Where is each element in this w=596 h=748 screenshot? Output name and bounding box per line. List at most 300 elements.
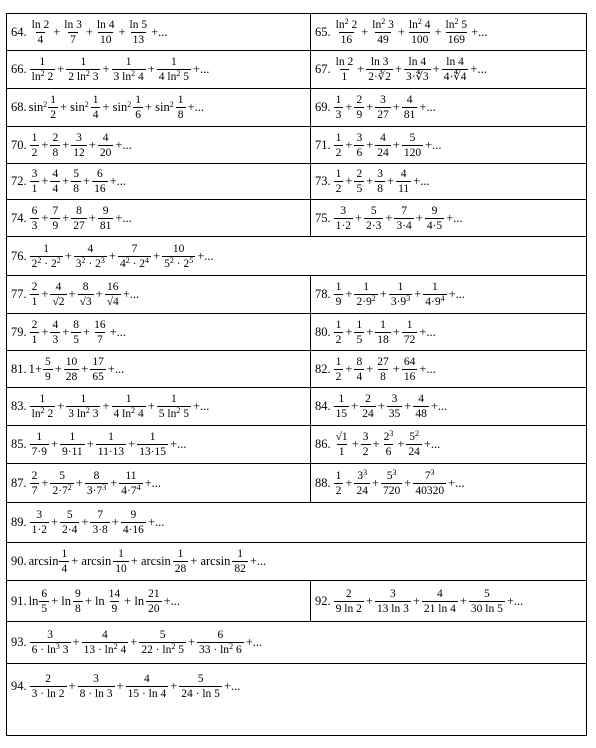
numerator: 4 [52, 168, 59, 180]
denominator: 11·13 [97, 446, 125, 458]
fraction [334, 132, 344, 159]
fraction [334, 431, 350, 458]
series-expression [29, 548, 268, 575]
problem-cell [311, 314, 586, 351]
numerator: 1 [335, 355, 342, 368]
operator: + [385, 210, 393, 225]
problem-cell [7, 89, 311, 127]
numerator: ln 2 [335, 56, 354, 68]
fraction [66, 393, 100, 420]
fraction [62, 19, 84, 46]
numerator: 1 [397, 281, 404, 293]
denominator: $3\cdot 7^3$ [86, 482, 107, 497]
problem-cell [7, 581, 311, 622]
numerator: 6 [96, 168, 103, 180]
fraction [30, 629, 71, 656]
denominator: 2 [362, 446, 369, 458]
denominator: 8 [75, 602, 81, 615]
problem-cell [311, 164, 586, 200]
denominator: 7 [96, 333, 103, 346]
fraction [375, 168, 385, 195]
series-expression [29, 168, 127, 195]
numerator: 1 [80, 393, 87, 405]
operator: + [88, 137, 96, 152]
fraction [396, 168, 411, 195]
denominator: 3 [52, 333, 59, 346]
operator: +... [170, 437, 187, 451]
problem-number: 77. [11, 287, 27, 301]
fraction [354, 168, 364, 195]
problem-cell [7, 164, 311, 200]
denominator: 3 [31, 219, 38, 232]
operator: +... [115, 137, 132, 152]
operator: +... [419, 100, 436, 114]
numerator: 7 [131, 242, 138, 255]
numerator: $\ln^2 2$ [335, 16, 358, 31]
fraction [375, 319, 391, 346]
fraction [126, 673, 169, 700]
problem-cell [311, 388, 586, 426]
operator: + arcsin [71, 554, 112, 568]
numerator: 4 [437, 587, 443, 600]
operator: + [68, 678, 76, 693]
fraction [71, 319, 81, 346]
problem-cell [311, 51, 586, 89]
fraction [334, 168, 344, 195]
problem-cell [7, 664, 586, 708]
numerator: 2 [45, 672, 51, 685]
denominator: 8 [380, 370, 386, 383]
denominator: 4 [61, 563, 68, 575]
fraction [39, 588, 49, 615]
numerator: 1 [171, 393, 177, 405]
series-expression [29, 629, 264, 656]
denominator: 65 [92, 370, 104, 383]
operator: + [41, 324, 49, 339]
denominator: 20 [148, 602, 160, 615]
denominator: 72 [403, 333, 416, 346]
denominator: 4·5 [426, 219, 443, 232]
denominator: 2·4 [62, 524, 78, 536]
fraction [334, 281, 344, 308]
fraction [96, 431, 126, 458]
denominator: 2 [335, 146, 342, 159]
numerator: 10 [172, 242, 185, 255]
operator: + [62, 210, 70, 225]
numerator: 1 [92, 94, 99, 106]
denominator: 9 [356, 109, 363, 121]
numerator: 2 [345, 587, 352, 600]
problem-cell [7, 622, 586, 664]
operator: +... [197, 248, 214, 263]
denominator: 7·9 [31, 446, 47, 458]
fraction [50, 168, 60, 195]
denominator: $13 \cdot \ln^2 4$ [83, 642, 127, 656]
operator: + [85, 24, 93, 39]
operator: + [128, 437, 136, 451]
denominator: 5 $\ln^2 5$ [158, 406, 189, 420]
denominator: 82 [234, 563, 246, 575]
operator: + [54, 361, 62, 376]
numerator: 4 [87, 242, 94, 255]
numerator: $5^2$ [409, 429, 419, 443]
problem-number: 72. [11, 174, 27, 188]
fraction [95, 19, 117, 46]
fraction [157, 56, 191, 83]
operator: +... [413, 174, 430, 188]
numerator: 3 [31, 168, 38, 180]
operator: +... [109, 324, 126, 339]
fraction [425, 205, 444, 232]
denominator: 5 [356, 183, 363, 195]
denominator: 2 [335, 183, 342, 195]
numerator: ln 5 [129, 18, 148, 31]
numerator: 6 [31, 204, 38, 217]
operator: + [57, 62, 65, 76]
problem-cell [7, 200, 311, 237]
problem-cell [311, 426, 586, 464]
denominator: 48 [415, 408, 427, 420]
numerator: 2 [31, 469, 38, 482]
denominator: 81 [403, 109, 416, 121]
numerator: 4 [400, 168, 407, 180]
numerator: 4 [406, 94, 413, 106]
operator: + [432, 62, 440, 76]
operator: + [41, 174, 49, 188]
problem-number: 83. [11, 399, 27, 413]
problem-number: 74. [11, 210, 27, 225]
numerator: √1 [335, 431, 348, 443]
denominator: 24 [408, 446, 420, 458]
operator: + $\sin^2$ [102, 100, 132, 114]
operator: +... [151, 24, 168, 39]
fraction [91, 94, 101, 121]
fraction [74, 243, 107, 270]
numerator: 9 [130, 509, 137, 521]
problem-cell [7, 127, 311, 164]
operator: + [345, 287, 353, 301]
numerator: 1 [432, 281, 438, 293]
denominator: 2·∛2 [368, 71, 391, 83]
fraction [92, 319, 108, 346]
fraction [334, 56, 356, 83]
operator: + $\sin^2$ [59, 100, 89, 114]
operator: + [41, 287, 49, 301]
operator: +... [470, 62, 487, 76]
numerator: 7 [97, 509, 103, 521]
operator: + [147, 399, 155, 413]
denominator: 2 [50, 109, 56, 121]
denominator: 6 [356, 146, 363, 159]
numerator: 1 [171, 56, 177, 68]
denominator: $5^2 \cdot 2^5$ [164, 255, 194, 270]
operator: +... [419, 361, 436, 376]
fraction [423, 281, 446, 308]
operator: + [414, 287, 422, 301]
problem-number: 94. [11, 678, 27, 693]
denominator: 49 [377, 33, 389, 46]
numerator: 4 [102, 131, 109, 144]
operator: + [345, 137, 353, 152]
denominator: $33 \cdot \ln^2 6$ [199, 642, 242, 656]
problem-cell [7, 14, 311, 51]
numerator: 1 [177, 548, 184, 560]
fraction [162, 243, 195, 270]
numerator: 3 [36, 509, 43, 521]
series-expression [333, 319, 437, 346]
fraction [30, 132, 40, 159]
denominator: 11 [398, 183, 410, 195]
operator: + [361, 24, 369, 39]
numerator: 7 [52, 204, 59, 217]
denominator: 13 ln 3 [376, 602, 409, 615]
numerator: ln 4 [446, 56, 464, 68]
numerator: 8 [356, 355, 363, 368]
operator: + [170, 678, 178, 693]
fraction [197, 629, 244, 656]
operator: + ln [51, 593, 72, 608]
operator: + [41, 137, 49, 152]
fraction [30, 509, 49, 536]
problem-number: 85. [11, 437, 27, 451]
denominator: 18 [377, 333, 389, 346]
denominator: 6 [135, 109, 141, 121]
operator: + [88, 210, 96, 225]
problem-number: 73. [315, 174, 331, 188]
fraction [354, 281, 377, 308]
fraction [387, 393, 403, 420]
denominator: $\ln^2 2$ [31, 406, 54, 420]
denominator: 2 [335, 370, 342, 383]
fraction [30, 56, 56, 83]
operator: + ln [124, 593, 145, 608]
fraction [90, 356, 106, 383]
fraction [30, 431, 49, 458]
denominator: 2 [335, 484, 342, 497]
denominator: 8 [377, 183, 383, 195]
problem-number: 78. [315, 287, 331, 301]
operator: +... [423, 437, 441, 451]
denominator: 24 [377, 146, 389, 159]
numerator: $\ln^2 4$ [408, 16, 431, 31]
operator: + [379, 287, 387, 301]
operator: + [372, 437, 380, 451]
fraction [375, 94, 391, 121]
fraction [375, 588, 411, 615]
fraction [402, 132, 423, 159]
denominator: 8 [73, 183, 79, 195]
denominator: 3·4 [396, 219, 412, 232]
fraction [118, 243, 151, 270]
operator: + [147, 62, 155, 76]
numerator: 3 [356, 131, 363, 144]
problem-cell [7, 388, 311, 426]
fraction [112, 393, 146, 420]
numerator: 1 [125, 56, 132, 68]
problem-number: 69. [315, 100, 331, 114]
numerator: ln 2 [31, 18, 50, 31]
problem-cell [7, 351, 311, 388]
problem-number: 71. [315, 137, 331, 152]
numerator: 16 [94, 318, 106, 331]
denominator: 1 [338, 446, 345, 458]
fraction [50, 205, 60, 232]
fraction [137, 431, 168, 458]
numerator: 3 [362, 431, 369, 443]
fraction [444, 16, 470, 46]
operator: + [397, 24, 405, 39]
denominator: 16 [403, 370, 416, 383]
numerator: 27 [377, 355, 389, 368]
fraction [139, 629, 186, 656]
operator: +... [193, 399, 210, 413]
operator: + [357, 62, 365, 76]
fraction [112, 56, 146, 83]
operator: + [387, 174, 395, 188]
numerator: 1 [61, 548, 68, 560]
problem-number: 87. [11, 475, 27, 490]
operator: + [41, 210, 49, 225]
denominator: 8 [52, 146, 59, 159]
fraction [389, 281, 412, 308]
numerator: 1 [406, 318, 413, 331]
fraction [354, 356, 364, 383]
problem-cell [7, 51, 311, 89]
denominator: 9 [335, 296, 342, 308]
operator: + [377, 399, 385, 413]
numerator: 1 [43, 242, 50, 255]
series-expression [29, 19, 169, 46]
denominator: 1 [31, 183, 38, 195]
denominator: $4\cdot 9^4$ [425, 294, 445, 308]
fraction [402, 356, 418, 383]
numerator: 5 [44, 355, 51, 368]
numerator: 16 [106, 281, 119, 293]
fraction [50, 319, 60, 346]
numerator: 6 [217, 629, 224, 641]
series-expression [29, 205, 133, 232]
series-expression [29, 509, 166, 536]
denominator: $4^2 \cdot 2^4$ [119, 255, 150, 270]
denominator: 13·15 [139, 446, 167, 458]
fraction [30, 19, 52, 46]
numerator: 1 [335, 131, 342, 144]
numerator: 1 [80, 56, 87, 68]
denominator: 15 · ln 4 [127, 687, 167, 700]
fraction [73, 588, 83, 615]
operator: + [392, 100, 400, 114]
numerator: 1 [335, 469, 342, 482]
fraction [370, 16, 396, 46]
fraction [30, 673, 67, 700]
operator: + [459, 593, 467, 608]
fraction [50, 281, 66, 308]
denominator: 9·11 [62, 446, 83, 458]
series-expression [333, 94, 437, 121]
series-expression [29, 356, 126, 383]
series-expression [333, 356, 437, 383]
fraction [360, 393, 376, 420]
fraction [406, 431, 422, 458]
series-expression [29, 431, 188, 458]
numerator: 3 [377, 168, 383, 180]
fraction [402, 94, 418, 121]
operator: +... [448, 475, 465, 490]
operator: + [102, 62, 110, 76]
operator: + [130, 635, 138, 649]
problem-number: 84. [315, 399, 331, 413]
operator: + [345, 174, 353, 188]
series-expression [29, 673, 242, 700]
problem-number: 66. [11, 62, 27, 76]
denominator: 9 [44, 370, 51, 383]
operator: + [366, 100, 374, 114]
numerator: 1 [50, 94, 56, 106]
numerator: 17 [92, 355, 104, 368]
denominator: $2\cdot 7^2$ [52, 482, 72, 497]
fraction [404, 56, 431, 83]
denominator: 3 $\ln^2 3$ [68, 406, 99, 420]
operator: +... [506, 593, 524, 608]
denominator: 24 [362, 408, 374, 420]
fraction [92, 168, 108, 195]
operator: +... [471, 24, 488, 39]
denominator: 4 [92, 109, 99, 121]
numerator: 3 [389, 587, 396, 600]
fraction [381, 467, 402, 497]
fraction [50, 470, 73, 497]
numerator: 1 [31, 131, 38, 144]
series-expression [333, 168, 431, 195]
fraction [354, 132, 364, 159]
denominator: 81 [99, 219, 112, 232]
numerator: 3 [76, 131, 82, 144]
fraction [334, 94, 344, 121]
fraction [82, 629, 129, 656]
fraction [30, 319, 40, 346]
numerator: 6 [41, 587, 48, 600]
numerator: 4 [418, 393, 424, 405]
series-expression [29, 94, 205, 121]
fraction [30, 281, 40, 308]
fraction [85, 470, 108, 497]
denominator: 9 [52, 219, 59, 232]
problem-cell [7, 237, 586, 276]
series-expression [29, 56, 211, 83]
denominator: 9 ln 2 [335, 602, 362, 615]
denominator: $6 \cdot \ln^3 3$ [31, 642, 69, 656]
fraction [334, 470, 344, 497]
denominator: 120 [403, 146, 422, 159]
operator: +... [187, 100, 204, 114]
denominator: 16 [340, 33, 353, 46]
operator: + [57, 399, 65, 413]
denominator: $3^2 \cdot 2^3$ [75, 255, 105, 270]
denominator: 4 [52, 183, 59, 195]
problem-number: 92. [315, 593, 331, 608]
fraction [157, 393, 191, 420]
denominator: 27 [73, 219, 85, 232]
numerator: 1 [380, 318, 386, 331]
numerator: 1 [39, 56, 46, 68]
denominator: 15 [335, 408, 348, 420]
operator: + [397, 437, 405, 451]
denominator: 7 [31, 484, 38, 497]
operator: + [102, 399, 110, 413]
numerator: 5 [409, 131, 416, 144]
fraction [59, 548, 69, 575]
fraction [179, 673, 222, 700]
